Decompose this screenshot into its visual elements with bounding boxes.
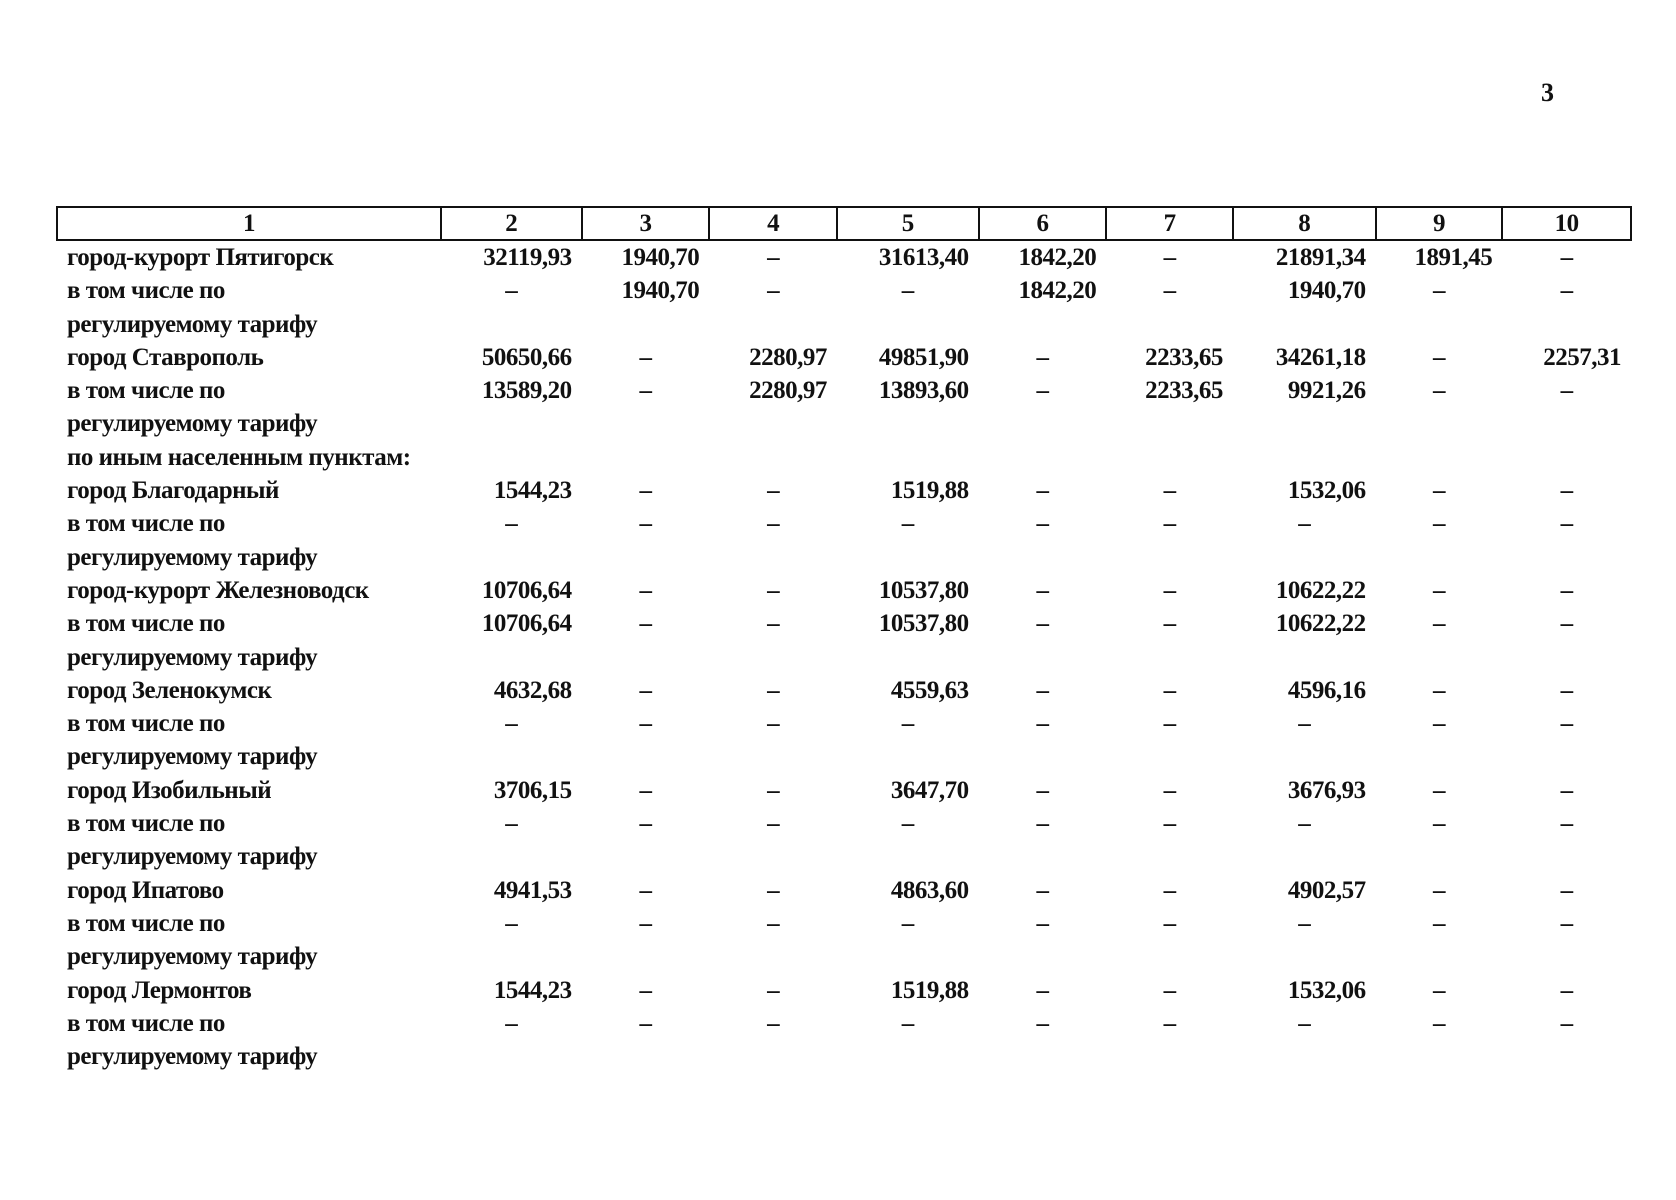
table-cell-empty (582, 308, 710, 341)
table-cell-dash: – (1163, 477, 1176, 505)
table-row (57, 374, 1631, 407)
row-label: в том числе по (67, 710, 225, 738)
column-header-9: 9 (1376, 207, 1503, 240)
table-cell-empty (1376, 1040, 1503, 1073)
table-cell-dash: – (1163, 277, 1176, 305)
column-header-3: 3 (582, 207, 710, 240)
table-row (57, 607, 1631, 640)
table-cell-dash: – (1163, 776, 1176, 804)
table-cell-empty (441, 308, 582, 341)
table-cell-dash: – (767, 576, 780, 604)
table-cell-dash: – (505, 277, 518, 305)
table-cell-dash: – (1163, 510, 1176, 538)
table-row (57, 740, 1631, 773)
table-row (57, 807, 1631, 840)
table-cell-dash: – (1432, 477, 1445, 505)
table-cell-value: 4596,16 (1287, 676, 1366, 704)
table-cell-empty (441, 441, 582, 474)
table-cell-dash: – (639, 477, 652, 505)
row-label: регулируемому тарифу (67, 943, 318, 971)
table-cell-value: 32119,93 (483, 244, 572, 271)
header-row (57, 207, 1631, 240)
table-cell-empty (1233, 940, 1376, 973)
table-cell-empty (709, 940, 837, 973)
table-row (57, 974, 1631, 1007)
table-cell-dash: – (901, 710, 914, 738)
table-cell-empty (709, 840, 837, 873)
table-cell-empty (709, 308, 837, 341)
column-header-2: 2 (441, 207, 582, 240)
table-header (57, 207, 1631, 240)
table-cell-empty (1106, 407, 1233, 440)
table-row (57, 441, 1631, 474)
table-cell-dash: – (1036, 810, 1049, 838)
table-cell-empty (1106, 541, 1233, 574)
table-cell-dash: – (639, 1009, 652, 1037)
table-row (57, 541, 1631, 574)
table-cell-value: 10537,80 (878, 576, 969, 604)
table-cell-value: 10537,80 (878, 610, 969, 638)
table-cell-dash: – (1163, 976, 1176, 1004)
table-cell-value: 2257,31 (1543, 343, 1621, 371)
table-cell-empty (709, 1040, 837, 1073)
table-cell-empty (1376, 407, 1503, 440)
column-header-5: 5 (837, 207, 979, 240)
table-row (57, 707, 1631, 740)
table-cell-empty (1502, 441, 1631, 474)
table-cell-value: 3647,70 (890, 776, 969, 804)
table-cell-value: 2233,65 (1145, 377, 1223, 405)
table-cell-dash: – (505, 1009, 518, 1037)
table-cell-value: 1544,23 (493, 976, 572, 1004)
table-cell-dash: – (505, 909, 518, 937)
table-cell-dash: – (1036, 710, 1049, 738)
table-cell-dash: – (639, 510, 652, 538)
table-cell-empty (837, 541, 979, 574)
table-cell-empty (979, 641, 1107, 674)
table-cell-dash: – (1163, 810, 1176, 838)
table-cell-empty (1233, 407, 1376, 440)
row-label: в том числе по (67, 277, 225, 305)
row-label: в том числе по (67, 610, 225, 638)
row-label: в том числе по (67, 1009, 225, 1037)
table-cell-empty (1376, 840, 1503, 873)
table-cell-value: 10622,22 (1275, 576, 1366, 604)
table-cell-dash: – (767, 810, 780, 838)
table-cell-value: 2233,65 (1145, 343, 1223, 371)
table-cell-dash: – (1560, 377, 1573, 405)
table-cell-dash: – (639, 377, 652, 405)
row-label: в том числе по (67, 510, 225, 538)
table-cell-empty (1233, 441, 1376, 474)
table-row (57, 940, 1631, 973)
table-cell-dash: – (1163, 676, 1176, 704)
table-cell-empty (582, 940, 710, 973)
table-cell-value: 2280,97 (749, 377, 827, 405)
table-cell-dash: – (639, 576, 652, 604)
table-cell-dash: – (1560, 976, 1573, 1004)
table-cell-empty (1106, 441, 1233, 474)
row-label: в том числе по (67, 810, 225, 838)
table-cell-empty (1106, 840, 1233, 873)
table-cell-empty (1106, 740, 1233, 773)
table-cell-value: 1940,70 (621, 277, 700, 305)
table-cell-empty (1106, 940, 1233, 973)
table-cell-dash: – (901, 510, 914, 538)
table-cell-empty (582, 407, 710, 440)
table-cell-empty (441, 541, 582, 574)
table-cell-value: 50650,66 (481, 343, 572, 371)
table-cell-value: 1519,88 (890, 976, 969, 1004)
table-cell-dash: – (1298, 1009, 1311, 1037)
table-cell-dash: – (639, 610, 652, 638)
table-cell-empty (1106, 308, 1233, 341)
table-cell-empty (1233, 740, 1376, 773)
table-cell-value: 13893,60 (878, 377, 969, 405)
table-cell-dash: – (1036, 477, 1049, 505)
table-cell-dash: – (767, 277, 780, 305)
table-cell-empty (1233, 641, 1376, 674)
table-cell-empty (979, 441, 1107, 474)
table-cell-value: 31613,40 (878, 244, 969, 271)
table-cell-dash: – (1560, 909, 1573, 937)
table-cell-dash: – (1036, 909, 1049, 937)
table-cell-empty (1233, 308, 1376, 341)
table-cell-dash: – (767, 610, 780, 638)
row-label: регулируемому тарифу (67, 743, 318, 771)
table-cell-empty (1502, 940, 1631, 973)
table-cell-value: 21891,34 (1275, 244, 1366, 271)
table-row (57, 407, 1631, 440)
row-label: в том числе по (67, 377, 225, 405)
table-cell-dash: – (1036, 343, 1049, 371)
table-cell-dash: – (1163, 876, 1176, 904)
table-row (57, 774, 1631, 807)
table-cell-dash: – (767, 510, 780, 538)
table-cell-dash: – (505, 810, 518, 838)
table-cell-empty (837, 441, 979, 474)
table-cell-value: 1940,70 (621, 244, 700, 271)
table-cell-dash: – (1432, 610, 1445, 638)
column-header-1: 1 (57, 207, 441, 240)
table-cell-value: 10706,64 (481, 610, 572, 638)
table-cell-empty (1502, 541, 1631, 574)
table-cell-value: 10706,64 (481, 576, 572, 604)
table-cell-dash: – (1298, 510, 1311, 538)
table-cell-value: 4863,60 (890, 876, 969, 904)
table-row (57, 341, 1631, 374)
table-cell-dash: – (1560, 710, 1573, 738)
table-cell-dash: – (1036, 676, 1049, 704)
row-label: регулируемому тарифу (67, 410, 318, 438)
table-row (57, 274, 1631, 307)
table-cell-value: 3706,15 (493, 776, 572, 804)
table-cell-empty (582, 541, 710, 574)
table-cell-dash: – (1036, 1009, 1049, 1037)
table-cell-empty (837, 840, 979, 873)
table-cell-dash: – (1163, 909, 1176, 937)
table-cell-empty (979, 541, 1107, 574)
table-cell-dash: – (1432, 976, 1445, 1004)
table-cell-dash: – (1432, 277, 1445, 305)
column-header-8: 8 (1233, 207, 1376, 240)
table-cell-dash: – (1432, 710, 1445, 738)
table-cell-dash: – (1036, 610, 1049, 638)
table-cell-dash: – (639, 776, 652, 804)
row-label: регулируемому тарифу (67, 643, 318, 671)
table-cell-empty (1233, 840, 1376, 873)
table-cell-empty (1502, 407, 1631, 440)
table-cell-dash: – (901, 909, 914, 937)
row-label: регулируемому тарифу (67, 1043, 318, 1071)
table-cell-dash: – (1036, 876, 1049, 904)
table-cell-empty (979, 840, 1107, 873)
row-label: по иным населенным пунктам: (67, 443, 411, 471)
table-cell-empty (1106, 641, 1233, 674)
table-cell-empty (1233, 1040, 1376, 1073)
table-cell-empty (837, 1040, 979, 1073)
table-row (57, 308, 1631, 341)
table-cell-dash: – (639, 909, 652, 937)
table-cell-dash: – (1432, 909, 1445, 937)
table-cell-empty (1233, 541, 1376, 574)
table-cell-dash: – (1163, 710, 1176, 738)
table-cell-dash: – (1560, 1009, 1573, 1037)
table-cell-dash: – (639, 343, 652, 371)
table-cell-value: 1842,20 (1018, 277, 1097, 305)
table-cell-dash: – (1036, 510, 1049, 538)
table-cell-value: 34261,18 (1275, 343, 1366, 371)
table-cell-dash: – (1163, 576, 1176, 604)
column-header-6: 6 (979, 207, 1107, 240)
table-cell-dash: – (1298, 710, 1311, 738)
table-cell-dash: – (1163, 244, 1176, 271)
table-cell-empty (837, 940, 979, 973)
table-cell-empty (979, 940, 1107, 973)
table-cell-dash: – (1432, 377, 1445, 405)
table-cell-dash: – (1560, 277, 1573, 305)
table-cell-dash: – (1432, 810, 1445, 838)
table-cell-dash: – (767, 244, 780, 271)
table-cell-empty (1376, 641, 1503, 674)
column-header-7: 7 (1106, 207, 1233, 240)
table-cell-dash: – (1560, 610, 1573, 638)
table-cell-value: 4632,68 (493, 676, 572, 704)
table-cell-empty (979, 308, 1107, 341)
table-row (57, 674, 1631, 707)
table-row (57, 507, 1631, 540)
table-cell-value: 13589,20 (481, 377, 572, 405)
table-cell-dash: – (1432, 343, 1445, 371)
row-label: город-курорт Пятигорск (67, 244, 334, 271)
table-cell-empty (837, 407, 979, 440)
table-cell-value: 1532,06 (1287, 477, 1366, 505)
row-label: город Ипатово (67, 876, 224, 904)
table-cell-dash: – (639, 976, 652, 1004)
table-cell-dash: – (1298, 810, 1311, 838)
table-cell-empty (837, 641, 979, 674)
table-cell-dash: – (505, 510, 518, 538)
table-cell-dash: – (1163, 610, 1176, 638)
table-cell-value: 3676,93 (1287, 776, 1366, 804)
table-body (57, 240, 1631, 1073)
table-row (57, 240, 1631, 274)
table-cell-empty (582, 441, 710, 474)
table-cell-value: 10622,22 (1275, 610, 1366, 638)
table-cell-dash: – (1432, 576, 1445, 604)
table-cell-empty (837, 740, 979, 773)
table-cell-dash: – (767, 710, 780, 738)
table-row (57, 574, 1631, 607)
table-cell-dash: – (901, 277, 914, 305)
table-cell-dash: – (767, 676, 780, 704)
row-label: город-курорт Железноводск (67, 576, 369, 604)
table-cell-dash: – (1560, 876, 1573, 904)
table-cell-empty (709, 541, 837, 574)
table-cell-value: 1842,20 (1018, 244, 1097, 271)
table-cell-value: 1544,23 (493, 477, 572, 505)
table-cell-dash: – (767, 477, 780, 505)
table-cell-empty (1502, 840, 1631, 873)
table-cell-dash: – (1036, 377, 1049, 405)
table-cell-empty (1502, 1040, 1631, 1073)
table-cell-dash: – (1560, 576, 1573, 604)
table-cell-empty (709, 641, 837, 674)
table-cell-value: 1891,45 (1414, 244, 1493, 271)
table-cell-dash: – (1560, 676, 1573, 704)
tariff-table-container (56, 206, 1632, 1073)
table-cell-empty (979, 407, 1107, 440)
table-cell-empty (1376, 308, 1503, 341)
tariff-table (56, 206, 1632, 1073)
table-cell-empty (979, 1040, 1107, 1073)
table-cell-empty (979, 740, 1107, 773)
table-cell-dash: – (1560, 477, 1573, 505)
table-cell-empty (582, 740, 710, 773)
table-cell-empty (1376, 541, 1503, 574)
table-cell-dash: – (767, 776, 780, 804)
table-cell-empty (441, 641, 582, 674)
table-cell-dash: – (1432, 510, 1445, 538)
table-cell-empty (441, 840, 582, 873)
column-header-10: 10 (1502, 207, 1631, 240)
table-cell-empty (1376, 940, 1503, 973)
row-label: город Благодарный (67, 477, 279, 505)
table-row (57, 907, 1631, 940)
table-cell-dash: – (767, 1009, 780, 1037)
table-cell-empty (582, 1040, 710, 1073)
table-cell-dash: – (505, 710, 518, 738)
table-cell-dash: – (639, 710, 652, 738)
table-cell-dash: – (767, 876, 780, 904)
table-cell-value: 1940,70 (1287, 277, 1366, 305)
table-cell-dash: – (901, 810, 914, 838)
table-cell-value: 4559,63 (890, 676, 969, 704)
table-cell-empty (1502, 740, 1631, 773)
table-cell-dash: – (1163, 1009, 1176, 1037)
table-cell-value: 1532,06 (1287, 976, 1366, 1004)
table-row (57, 474, 1631, 507)
table-cell-value: 1519,88 (890, 477, 969, 505)
table-cell-empty (709, 441, 837, 474)
row-label: город Лермонтов (67, 976, 252, 1004)
table-row (57, 840, 1631, 873)
table-cell-dash: – (1036, 576, 1049, 604)
table-cell-empty (1502, 641, 1631, 674)
row-label: город Изобильный (67, 776, 272, 804)
table-cell-value: 49851,90 (878, 343, 969, 371)
table-cell-dash: – (767, 976, 780, 1004)
table-cell-dash: – (1560, 776, 1573, 804)
table-cell-dash: – (1432, 1009, 1445, 1037)
table-cell-dash: – (1560, 510, 1573, 538)
row-label: регулируемому тарифу (67, 543, 318, 571)
table-cell-empty (1106, 1040, 1233, 1073)
row-label: город Зеленокумск (67, 676, 272, 704)
table-cell-value: 9921,26 (1287, 377, 1366, 405)
page-number: 3 (1541, 78, 1554, 107)
table-cell-dash: – (639, 676, 652, 704)
table-cell-dash: – (1036, 776, 1049, 804)
table-cell-dash: – (639, 810, 652, 838)
row-label: регулируемому тарифу (67, 310, 318, 338)
table-cell-empty (1502, 308, 1631, 341)
table-cell-dash: – (1432, 676, 1445, 704)
table-cell-value: 4941,53 (493, 876, 572, 904)
table-cell-empty (709, 407, 837, 440)
table-cell-value: 4902,57 (1287, 876, 1366, 904)
table-row (57, 641, 1631, 674)
table-cell-dash: – (901, 1009, 914, 1037)
table-cell-empty (441, 940, 582, 973)
table-cell-empty (709, 740, 837, 773)
table-cell-dash: – (1036, 976, 1049, 1004)
table-cell-empty (837, 308, 979, 341)
column-header-4: 4 (709, 207, 837, 240)
table-cell-empty (441, 407, 582, 440)
table-row (57, 874, 1631, 907)
table-cell-empty (1376, 441, 1503, 474)
table-row (57, 1040, 1631, 1073)
table-cell-dash: – (767, 909, 780, 937)
table-cell-dash: – (1432, 876, 1445, 904)
table-cell-empty (582, 840, 710, 873)
table-cell-dash: – (1298, 909, 1311, 937)
table-cell-empty (582, 641, 710, 674)
table-row (57, 1007, 1631, 1040)
row-label: город Ставрополь (67, 343, 264, 371)
table-cell-empty (1376, 740, 1503, 773)
table-cell-empty (441, 740, 582, 773)
table-cell-value: 2280,97 (749, 343, 827, 371)
table-cell-dash: – (1560, 810, 1573, 838)
row-label: регулируемому тарифу (67, 843, 318, 871)
table-cell-empty (441, 1040, 582, 1073)
row-label: в том числе по (67, 909, 225, 937)
table-cell-dash: – (1432, 776, 1445, 804)
table-cell-dash: – (1560, 244, 1573, 271)
table-cell-dash: – (639, 876, 652, 904)
